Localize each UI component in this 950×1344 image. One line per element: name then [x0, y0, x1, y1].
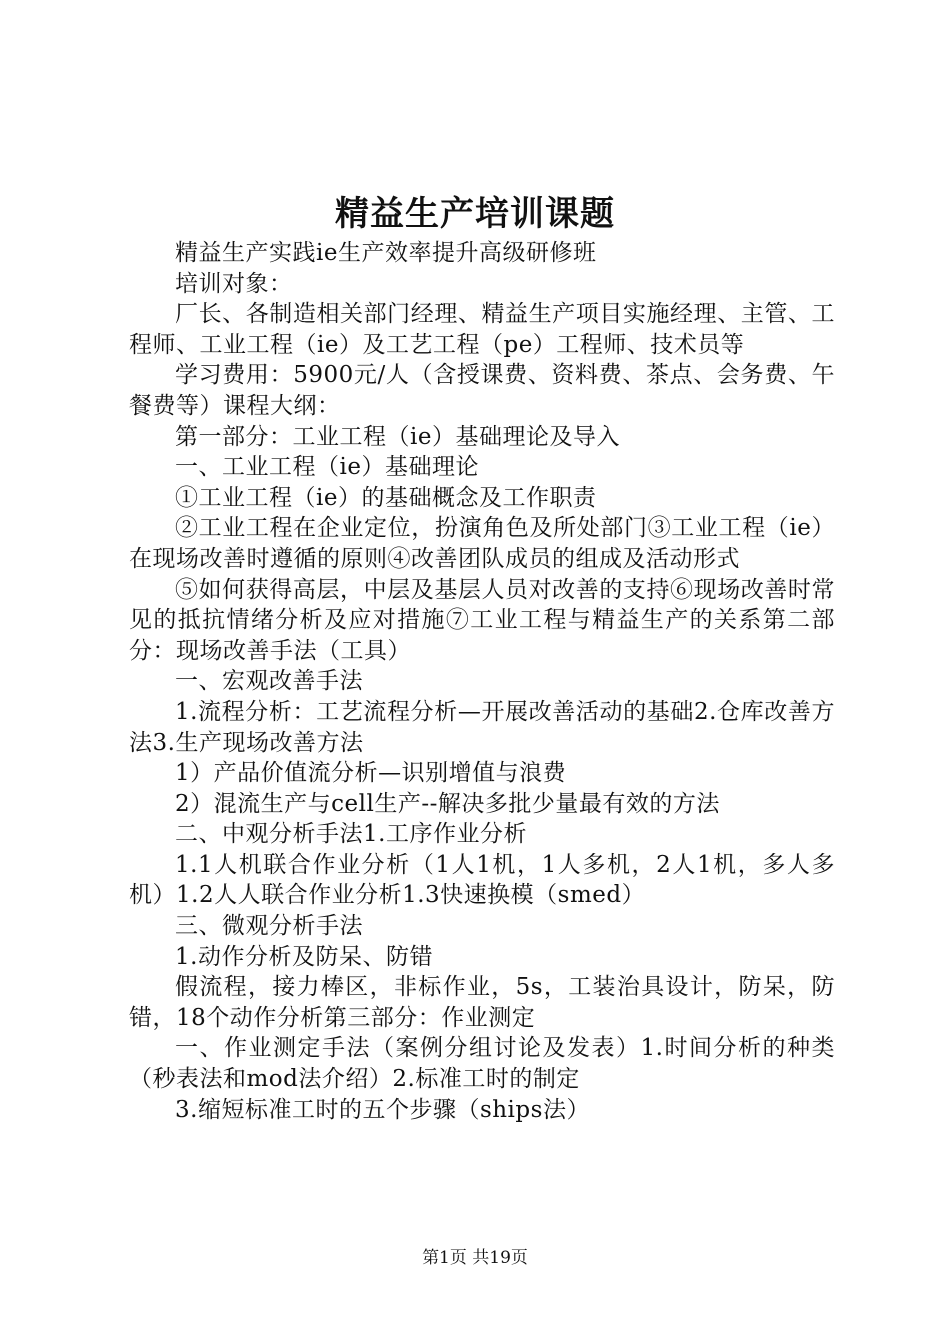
document-title: 精益生产培训课题	[335, 194, 615, 234]
document-body	[129, 238, 835, 1125]
paragraph: 1.动作分析及防呆、防错	[175, 943, 433, 970]
paragraph: 1.1人机联合作业分析（1人1机，1人多机，2人1机，多人多机）1.2人人联合作业分析1.3快速换模（smed）	[129, 851, 835, 909]
paragraph: ②工业工程在企业定位，扮演角色及所处部门③工业工程（ie）在现场改善时遵循的原则④改善团队成员的组成及活动形式	[129, 515, 835, 572]
paragraph: 假流程，接力棒区，非标作业，5s，工装治具设计，防呆，防错，18个动作分析第三部分：作业测定	[129, 974, 835, 1031]
paragraph: 1）产品价值流分析—识别增值与浪费	[175, 760, 567, 787]
paragraph: 学习费用：5900元/人（含授课费、资料费、茶点、会务费、午餐费等）课程大纲：	[129, 362, 835, 419]
paragraph: 一、工业工程（ie）基础理论	[175, 454, 479, 481]
paragraph: 一、作业测定手法（案例分组讨论及发表）1.时间分析的种类（秒表法和mod法介绍）2.标准工时的制定	[129, 1035, 835, 1093]
paragraph: ⑤如何获得高层，中层及基层人员对改善的支持⑥现场改善时常见的抵抗情绪分析及应对措施⑦工业工程与精益生产的关系第二部分：现场改善手法（工具）	[129, 576, 835, 664]
page-number-footer: 第1页 共19页	[422, 1248, 528, 1268]
paragraph: 第一部分：工业工程（ie）基础理论及导入	[175, 423, 620, 450]
paragraph: 3.缩短标准工时的五个步骤（ships法）	[175, 1096, 590, 1123]
paragraph: ①工业工程（ie）的基础概念及工作职责	[175, 484, 597, 511]
paragraph: 三、微观分析手法	[175, 913, 363, 940]
paragraph: 培训对象：	[175, 270, 293, 297]
paragraph: 一、宏观改善手法	[175, 668, 363, 695]
paragraph: 1.流程分析：工艺流程分析—开展改善活动的基础2.仓库改善方法3.生产现场改善方法	[129, 698, 835, 756]
paragraph: 精益生产实践ie生产效率提升高级研修班	[175, 240, 597, 266]
paragraph: 2）混流生产与cell生产--解决多批少量最有效的方法	[175, 790, 720, 817]
paragraph: 厂长、各制造相关部门经理、精益生产项目实施经理、主管、工程师、工业工程（ie）及工艺工程（pe）工程师、技术员等	[129, 301, 835, 358]
paragraph: 二、中观分析手法1.工序作业分析	[175, 821, 527, 848]
